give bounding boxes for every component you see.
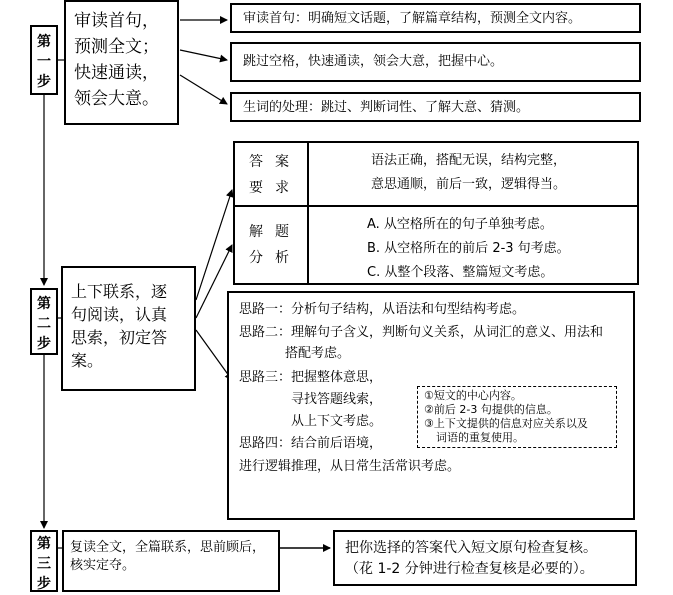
step1-label-char: 步 <box>37 74 51 90</box>
step2-main-line: 案。 <box>71 351 104 370</box>
idea-line: 思路二：理解句子含义，判断句义关系，从词汇的意义、用法和 <box>239 325 604 340</box>
step1-label-box <box>30 25 58 95</box>
step1-label-char: 第 <box>37 34 51 50</box>
step1-tip-text: 跳过空格，快速通读，领会大意，把握中心。 <box>243 54 504 69</box>
step2-label-char: 二 <box>37 316 51 332</box>
step3-label-box <box>30 530 58 592</box>
step1-main-box <box>64 0 179 125</box>
requirement-text-line: 语法正确，搭配无误，结构完整， <box>371 153 567 168</box>
analysis-text <box>367 213 570 285</box>
arrow-to-requirement <box>196 190 232 300</box>
solution-ideas-box <box>227 291 635 520</box>
step2-label-char: 第 <box>37 296 51 312</box>
idea-line: 思路四：结合前后语境， <box>239 436 383 451</box>
step2-main-line: 上下联系，逐 <box>71 282 168 301</box>
step3-main-line: 复读全文，全篇联系，思前顾后， <box>70 540 266 555</box>
step1-tip-box-3 <box>230 92 641 122</box>
step2-main-line: 思索，初定答 <box>71 328 168 347</box>
step3-main-line: 核实定夺。 <box>70 558 136 573</box>
clue-line: ②前后 2-3 句提供的信息。 <box>424 403 558 416</box>
step3-main-box <box>62 530 280 592</box>
requirement-text-line: 意思通顺，前后一致，逻辑得当。 <box>371 177 567 192</box>
idea-line: 思路一：分析句子结构，从语法和句型结构考虑。 <box>239 302 526 317</box>
step3-label-char: 步 <box>37 576 51 592</box>
arrow-tip-3 <box>180 75 227 104</box>
analysis-label <box>249 219 301 271</box>
requirement-label <box>249 149 301 201</box>
clue-line: ③上下文提供的信息对应关系以及 <box>424 417 588 430</box>
step1-main-line: 审读首句， <box>74 11 159 31</box>
table-divider-horizontal <box>235 205 637 207</box>
step1-main-line: 预测全文； <box>74 37 159 57</box>
step2-main-line: 句阅读，认真 <box>71 305 168 324</box>
step1-main-line: 快速通读， <box>74 63 159 83</box>
clue-line: ①短文的中心内容。 <box>424 389 522 402</box>
clue-line: 词语的重复使用。 <box>436 431 524 444</box>
step1-label-char: 一 <box>37 54 51 70</box>
idea-line: 进行逻辑推理，从日常生活常识考虑。 <box>239 459 461 474</box>
step3-label-char: 第 <box>37 536 51 552</box>
step1-main-line: 领会大意。 <box>74 89 159 109</box>
analysis-label-line: 分析 <box>249 250 301 266</box>
arrow-tip-2 <box>180 50 227 60</box>
table-divider-vertical <box>307 143 309 283</box>
final-check-line: （花 1-2 分钟进行检查复核是必要的）。 <box>345 561 594 577</box>
step1-tip-box-2 <box>230 42 641 82</box>
step1-tip-text: 生词的处理：跳过、判断词性、了解大意、猜测。 <box>243 100 530 115</box>
step1-tip-text: 审读首句：明确短文话题，了解篇章结构，预测全文内容。 <box>243 11 582 26</box>
idea-line: 寻找答题线索， <box>291 392 383 407</box>
final-check-box <box>333 530 637 586</box>
step1-tip-box-1 <box>230 3 641 33</box>
analysis-text-line: A. 从空格所在的句子单独考虑。 <box>367 217 553 232</box>
final-check-line: 把你选择的答案代入短文原句检查复核。 <box>345 540 597 556</box>
analysis-text-line: C. 从整个段落、整篇短文考虑。 <box>367 265 554 280</box>
requirement-text <box>371 149 566 197</box>
requirement-label-line: 答案 <box>249 154 301 170</box>
idea-line: 思路三：把握整体意思， <box>239 370 383 385</box>
step3-label-char: 三 <box>37 556 51 572</box>
clues-note-box <box>417 386 617 448</box>
step2-main-box <box>61 266 196 391</box>
step2-label-char: 步 <box>37 336 51 352</box>
idea-line: 搭配考虑。 <box>285 346 351 361</box>
analysis-label-line: 解题 <box>249 224 301 240</box>
idea-line: 从上下文考虑。 <box>291 414 383 429</box>
requirement-label-line: 要求 <box>249 180 301 196</box>
analysis-text-line: B. 从空格所在的前后 2-3 句考虑。 <box>367 241 570 256</box>
strategy-table <box>233 141 639 285</box>
step2-label-box <box>30 288 58 355</box>
